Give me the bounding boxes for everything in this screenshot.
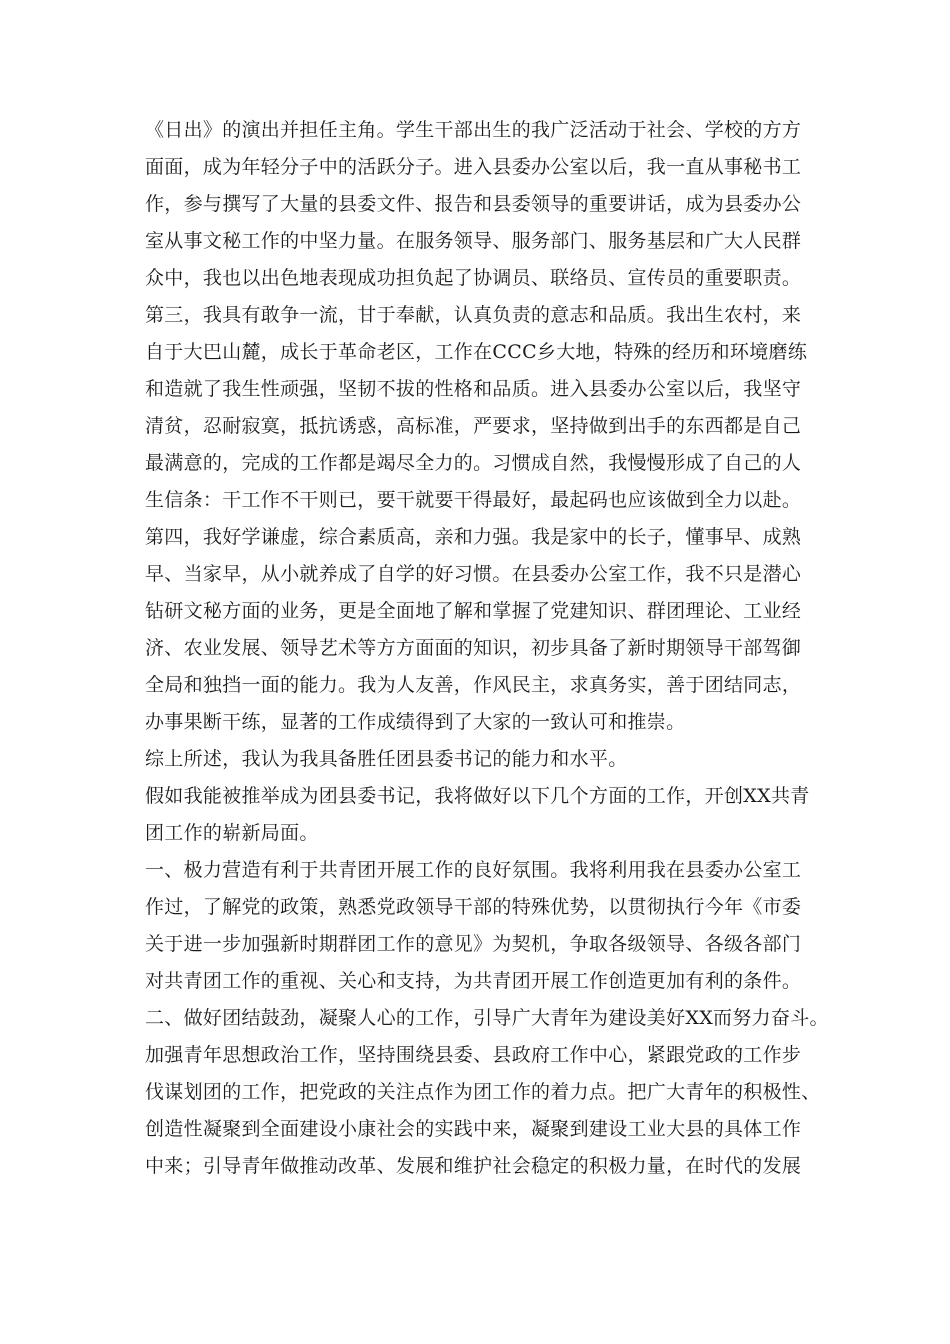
text-line: 全局和独挡一面的能力。我为人友善，作风民主，求真务实，善于团结同志， <box>145 674 802 696</box>
text-line: 综上所述，我认为我具备胜任团县委书记的能力和水平。 <box>145 748 628 770</box>
text-line: 《日出》的演出并担任主角。学生干部出生的我广泛活动于社会、学校的方方 <box>145 119 802 141</box>
text-line: 作，参与撰写了大量的县委文件、报告和县委领导的重要讲话，成为县委办公 <box>145 193 802 215</box>
text-line: 中来；引导青年做推动改革、发展和维护社会稳定的积极力量，在时代的发展 <box>145 1155 802 1177</box>
text-line: 假如我能被推举成为团县委书记，我将做好以下几个方面的工作，开创XX共青 <box>145 785 810 807</box>
text-line: 最满意的，完成的工作都是竭尽全力的。习惯成自然，我慢慢形成了自己的人 <box>145 452 802 474</box>
text-line: 一、极力营造有利于共青团开展工作的良好氛围。我将利用我在县委办公室工 <box>145 859 802 881</box>
text-line: 二、做好团结鼓劲，凝聚人心的工作，引导广大青年为建设美好XX而努力奋斗。 <box>145 1007 829 1029</box>
text-line: 第四，我好学谦虚，综合素质高，亲和力强。我是家中的长子，懂事早、成熟 <box>145 526 802 548</box>
text-line: 钻研文秘方面的业务，更是全面地了解和掌握了党建知识、群团理论、工业经 <box>145 600 802 622</box>
text-line: 对共青团工作的重视、关心和支持，为共青团开展工作创造更加有利的条件。 <box>145 970 802 992</box>
text-line: 第三，我具有敢争一流，甘于奉献，认真负责的意志和品质。我出生农村，来 <box>145 304 802 326</box>
text-line: 作过，了解党的政策，熟悉党政领导干部的特殊优势，以贯彻执行今年《市委 <box>145 896 802 918</box>
text-line: 室从事文秘工作的中坚力量。在服务领导、服务部门、服务基层和广大人民群 <box>145 230 802 252</box>
body-text <box>145 112 835 1185</box>
text-line: 加强青年思想政治工作，坚持围绕县委、县政府工作中心，紧跟党政的工作步 <box>145 1044 802 1066</box>
text-line: 清贫，忍耐寂寞，抵抗诱惑，高标准，严要求，坚持做到出手的东西都是自己 <box>145 415 802 437</box>
text-line: 办事果断干练，显著的工作成绩得到了大家的一致认可和推崇。 <box>145 711 686 733</box>
text-line: 团工作的崭新局面。 <box>145 822 319 844</box>
text-line: 和造就了我生性顽强，坚韧不拔的性格和品质。进入县委办公室以后，我坚守 <box>145 378 802 400</box>
text-line: 自于大巴山麓，成长于革命老区，工作在CCC乡大地，特殊的经历和环境磨练 <box>145 341 808 363</box>
text-line: 众中，我也以出色地表现成功担负起了协调员、联络员、宣传员的重要职责。 <box>145 267 802 289</box>
text-line: 济、农业发展、领导艺术等方方面面的知识，初步具备了新时期领导干部驾御 <box>145 637 802 659</box>
text-line: 创造性凝聚到全面建设小康社会的实践中来，凝聚到建设工业大县的具体工作 <box>145 1118 802 1140</box>
text-line: 早、当家早，从小就养成了自学的好习惯。在县委办公室工作，我不只是潜心 <box>145 563 802 585</box>
text-line: 面面，成为年轻分子中的活跃分子。进入县委办公室以后，我一直从事秘书工 <box>145 156 802 178</box>
text-line: 生信条：干工作不干则已，要干就要干得最好，最起码也应该做到全力以赴。 <box>145 489 802 511</box>
text-line: 关于进一步加强新时期群团工作的意见》为契机，争取各级领导、各级各部门 <box>145 933 802 955</box>
text-line: 伐谋划团的工作，把党政的关注点作为团工作的着力点。把广大青年的积极性、 <box>145 1081 821 1103</box>
